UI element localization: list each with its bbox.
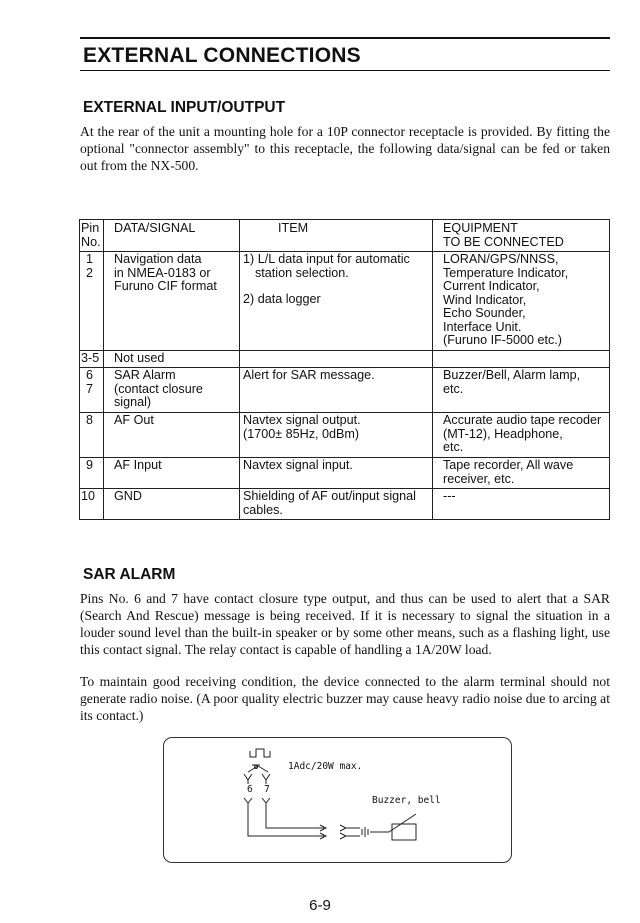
table-row <box>80 368 610 413</box>
header-item: ITEM <box>240 220 433 252</box>
pin-cell: 9 <box>80 458 104 489</box>
sar-heading: SAR ALARM <box>83 566 176 583</box>
relay-schematic <box>164 738 511 862</box>
table-row <box>80 252 610 351</box>
item-line: 2) data logger <box>243 292 321 306</box>
io-heading: EXTERNAL INPUT/OUTPUT <box>83 99 286 116</box>
header-equipment: EQUIPMENT TO BE CONNECTED <box>433 220 610 252</box>
equipment-cell <box>433 350 610 368</box>
pin-cell: 10 <box>80 489 104 520</box>
header-pin: Pin No. <box>80 220 104 252</box>
rating-label: 1Adc/20W max. <box>288 761 363 772</box>
item-cell: Navtex signal output. (1700± 85Hz, 0dBm) <box>240 413 433 458</box>
sar-paragraph-2: To maintain good receiving condition, the device connected to the alarm terminal should not generate radio noise. (A poor quality electric buzzer may cause heavy radio noise due to arcing at its contact.) <box>80 674 610 723</box>
signal-cell: AF Input <box>104 458 240 489</box>
pin-cell: 1 2 <box>80 252 104 351</box>
header-signal: DATA/SIGNAL <box>104 220 240 252</box>
signal-cell: GND <box>104 489 240 520</box>
item-cell: Alert for SAR message. <box>240 368 433 413</box>
io-intro-paragraph: At the rear of the unit a mounting hole for a 10P connector receptacle is provided. By fitting the optional "connector assembly" to this receptacle, the following data/signal can be fed or taken out from the NX-500. <box>80 124 610 173</box>
pin-cell: 3-5 <box>80 350 104 368</box>
item-cell <box>240 350 433 368</box>
equipment-cell: Tape recorder, All wave receiver, etc. <box>433 458 610 489</box>
table-row <box>80 350 610 368</box>
pin-cell: 6 7 <box>80 368 104 413</box>
signal-cell: AF Out <box>104 413 240 458</box>
signal-cell: Navigation data in NMEA-0183 or Furuno CIF format <box>104 252 240 351</box>
device-label: Buzzer, bell <box>372 795 441 806</box>
pin-cell: 8 <box>80 413 104 458</box>
equipment-cell: --- <box>433 489 610 520</box>
table-row <box>80 489 610 520</box>
equipment-cell: LORAN/GPS/NNSS, Temperature Indicator, Current Indicator, Wind Indicator, Echo Sounder, Interface Unit. (Furuno IF-5000 etc.) <box>433 252 610 351</box>
title-underline <box>80 70 610 71</box>
table-row <box>80 413 610 458</box>
sar-paragraph-1: Pins No. 6 and 7 have contact closure type output, and thus can be used to alert that a SAR (Search And Rescue) message is being received. If it is necessary to signal the situation in a louder sound level than the built-in speaker or by some other means, such as a flashing light, use this contact signal. The relay contact is capable of handling a 1A/20W load. <box>80 591 610 657</box>
top-rule <box>80 37 610 39</box>
table-row <box>80 458 610 489</box>
equipment-cell: Accurate audio tape recoder (MT-12), Headphone, etc. <box>433 413 610 458</box>
page-number: 6-9 <box>309 897 331 914</box>
signal-cell: Not used <box>104 350 240 368</box>
connection-table <box>79 219 610 520</box>
table-header-row <box>80 220 610 252</box>
item-line: 1) L/L data input for automatic <box>243 252 410 266</box>
alarm-wiring-diagram <box>163 737 512 863</box>
item-cell: Shielding of AF out/input signal cables. <box>240 489 433 520</box>
item-line: station selection. <box>255 265 349 280</box>
pin-labels: 6 7 <box>247 784 270 795</box>
equipment-cell: Buzzer/Bell, Alarm lamp, etc. <box>433 368 610 413</box>
item-cell: Navtex signal input. <box>240 458 433 489</box>
page-title: EXTERNAL CONNECTIONS <box>83 44 361 67</box>
signal-cell: SAR Alarm (contact closure signal) <box>104 368 240 413</box>
item-cell <box>240 252 433 351</box>
